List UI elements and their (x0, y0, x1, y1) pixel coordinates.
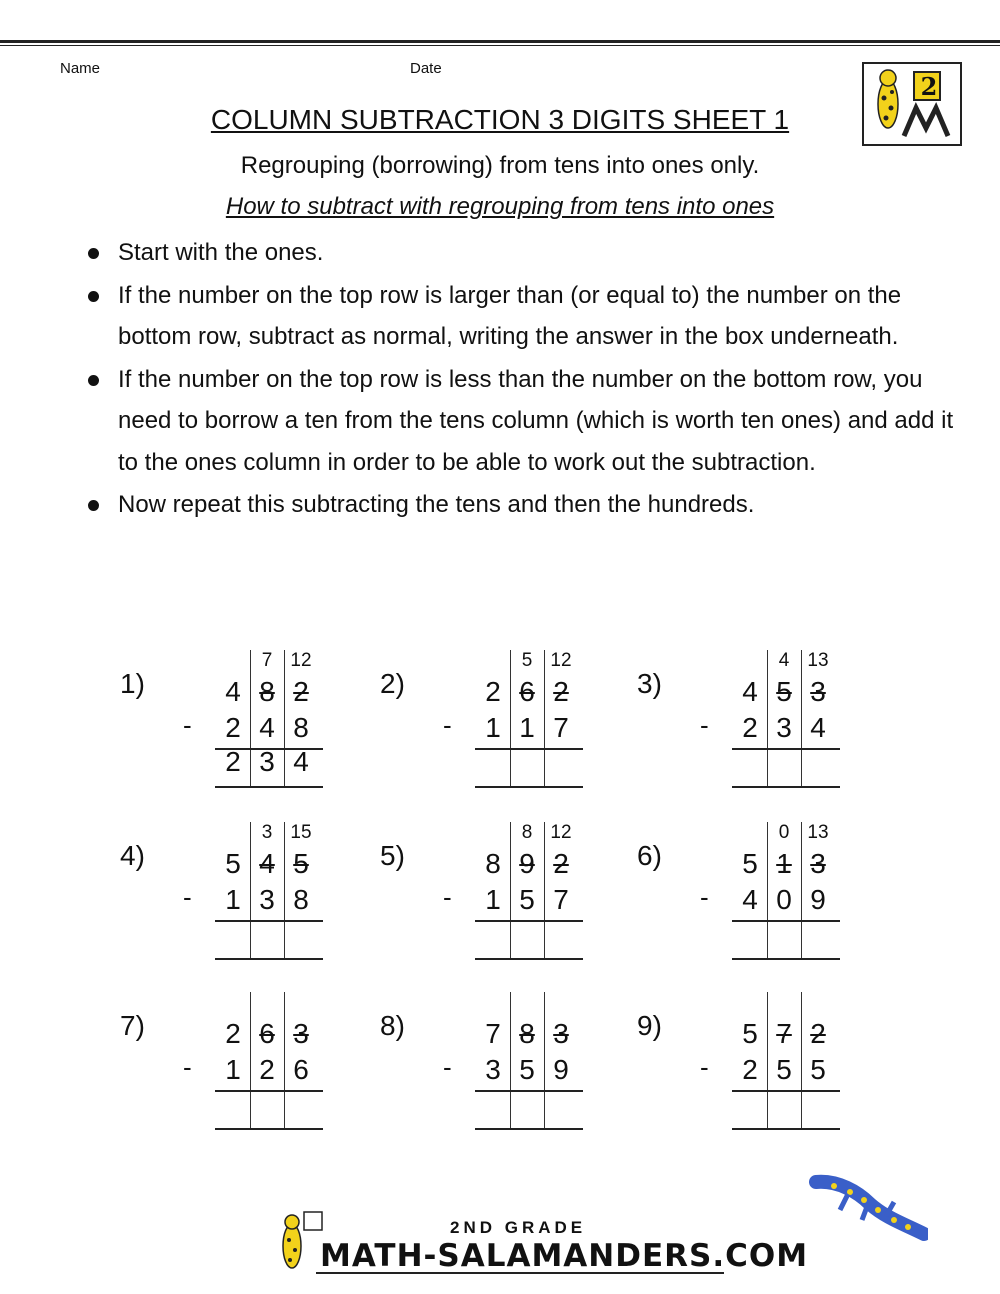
bottom-digit: 7 (553, 712, 569, 743)
bottom-digit: 4 (259, 712, 275, 743)
bullet-icon (88, 375, 99, 386)
borrow-digit: 13 (807, 822, 829, 843)
bottom-digit: 3 (776, 712, 792, 743)
footer-salamander-icon (272, 1210, 324, 1276)
top-digit: 5 (293, 848, 309, 879)
column-divider (250, 992, 251, 1128)
answer-box[interactable] (767, 920, 801, 958)
column-divider (510, 822, 511, 958)
top-digit: 5 (742, 848, 758, 879)
top-digit: 2 (553, 676, 569, 707)
column-divider (801, 822, 802, 958)
howto-link[interactable]: How to subtract with regrouping from tens into ones (225, 193, 775, 220)
answer-line (215, 748, 323, 750)
minus-sign: - (700, 882, 709, 912)
answer-box[interactable] (767, 1090, 801, 1128)
bottom-digit: 5 (810, 1054, 826, 1085)
borrow-digit: 12 (290, 650, 312, 671)
top-digit: 3 (293, 1018, 309, 1049)
bottom-line (732, 786, 840, 788)
problem-number: 6) (637, 840, 662, 871)
bottom-digit: 2 (225, 712, 241, 743)
answer-box[interactable] (284, 1090, 318, 1128)
answer-box[interactable] (801, 920, 835, 958)
column-divider (544, 650, 545, 786)
answer-box[interactable] (544, 920, 578, 958)
minus-sign: - (443, 1052, 452, 1082)
subtraction-problem (380, 992, 630, 1142)
answer-box[interactable] (510, 748, 544, 786)
answer-line (732, 1090, 840, 1092)
bottom-line (475, 1128, 583, 1130)
minus-sign: - (443, 710, 452, 740)
footer-grade-text: 2ND GRADE (450, 1218, 587, 1237)
top-digit: 3 (810, 848, 826, 879)
problem-number: 5) (380, 840, 405, 871)
page-title: COLUMN SUBTRACTION 3 DIGITS SHEET 1 (210, 104, 790, 135)
answer-line (475, 920, 583, 922)
borrow-digit: 8 (521, 822, 533, 843)
answer-box[interactable] (250, 1090, 284, 1128)
top-digit: 5 (225, 848, 241, 879)
column-divider (284, 822, 285, 958)
answer-box[interactable] (476, 920, 510, 958)
bottom-digit: 4 (742, 884, 758, 915)
column-divider (767, 822, 768, 958)
top-digit: 2 (485, 676, 501, 707)
answer-line (732, 748, 840, 750)
answer-box[interactable] (733, 1090, 767, 1128)
borrow-digit: 7 (261, 650, 273, 671)
top-digit: 5 (776, 676, 792, 707)
problem-number: 1) (120, 668, 145, 699)
minus-sign: - (183, 1052, 192, 1082)
bottom-digit: 8 (293, 712, 309, 743)
bottom-digit: 1 (485, 712, 501, 743)
bottom-digit: 9 (810, 884, 826, 915)
subtraction-problem (380, 650, 630, 800)
instruction-list (88, 232, 958, 527)
problem-number: 8) (380, 1010, 405, 1041)
answer-box[interactable] (284, 748, 318, 786)
answer-digit: 3 (259, 746, 275, 777)
borrow-digit: 5 (521, 650, 533, 671)
page-subtitle: Regrouping (borrowing) from tens into ones only. (240, 152, 760, 179)
problem-number: 3) (637, 668, 662, 699)
top-digit: 4 (225, 676, 241, 707)
bottom-digit: 9 (553, 1054, 569, 1085)
column-divider (801, 650, 802, 786)
instruction-item: Now repeat this subtracting the tens and then the hundreds. (88, 484, 958, 526)
top-digit: 6 (519, 676, 535, 707)
logo-grade-number: 2 (920, 72, 938, 101)
column-divider (767, 992, 768, 1128)
answer-box[interactable] (801, 748, 835, 786)
bottom-digit: 1 (519, 712, 535, 743)
answer-line (475, 748, 583, 750)
answer-box[interactable] (476, 748, 510, 786)
footer-underline (316, 1272, 724, 1274)
top-digit: 9 (519, 848, 535, 879)
blue-salamander-icon (808, 1172, 928, 1242)
top-digit: 2 (810, 1018, 826, 1049)
name-label: Name (60, 60, 101, 77)
bottom-digit: 0 (776, 884, 792, 915)
bottom-digit: 2 (742, 712, 758, 743)
column-divider (250, 650, 251, 786)
answer-line (732, 920, 840, 922)
answer-box[interactable] (544, 1090, 578, 1128)
bottom-digit: 5 (519, 884, 535, 915)
answer-line (475, 1090, 583, 1092)
answer-box[interactable] (250, 748, 284, 786)
answer-box[interactable] (284, 920, 318, 958)
bottom-digit: 4 (810, 712, 826, 743)
subtraction-problem (120, 822, 370, 972)
top-digit: 3 (810, 676, 826, 707)
top-digit: 6 (259, 1018, 275, 1049)
borrow-digit: 4 (778, 650, 790, 671)
top-digit: 4 (259, 848, 275, 879)
bottom-digit: 2 (259, 1054, 275, 1085)
answer-box[interactable] (216, 748, 250, 786)
answer-box[interactable] (733, 920, 767, 958)
column-divider (767, 650, 768, 786)
bottom-digit: 6 (293, 1054, 309, 1085)
answer-line (215, 920, 323, 922)
answer-box[interactable] (733, 748, 767, 786)
bottom-digit: 7 (553, 884, 569, 915)
bottom-line (215, 958, 323, 960)
top-digit: 2 (225, 1018, 241, 1049)
bottom-digit: 2 (742, 1054, 758, 1085)
bottom-digit: 1 (485, 884, 501, 915)
bottom-digit: 8 (293, 884, 309, 915)
borrow-digit: 0 (778, 822, 790, 843)
answer-digit: 2 (225, 746, 241, 777)
instruction-item: If the number on the top row is larger than (or equal to) the number on the bottom row, subtract as normal, writing the answer in the box underneath. (88, 275, 958, 358)
bottom-line (215, 786, 323, 788)
column-divider (801, 992, 802, 1128)
answer-box[interactable] (544, 748, 578, 786)
bullet-icon (88, 248, 99, 259)
answer-digit: 4 (293, 746, 309, 777)
answer-line (215, 1090, 323, 1092)
bottom-digit: 3 (259, 884, 275, 915)
problem-number: 7) (120, 1010, 145, 1041)
bullet-icon (88, 500, 99, 511)
bottom-line (215, 1128, 323, 1130)
column-divider (510, 650, 511, 786)
top-digit: 8 (519, 1018, 535, 1049)
top-digit: 8 (259, 676, 275, 707)
column-divider (284, 992, 285, 1128)
bottom-digit: 5 (776, 1054, 792, 1085)
bottom-line (732, 1128, 840, 1130)
borrow-digit: 12 (550, 650, 572, 671)
answer-box[interactable] (801, 1090, 835, 1128)
top-digit: 7 (776, 1018, 792, 1049)
minus-sign: - (700, 1052, 709, 1082)
minus-sign: - (700, 710, 709, 740)
instruction-item: If the number on the top row is less than the number on the bottom row, you need to borrow a ten from the tens column (which is worth ten ones) and add it to the ones column in order to be able to work out the subtraction. (88, 359, 958, 484)
bottom-digit: 5 (519, 1054, 535, 1085)
top-digit: 4 (742, 676, 758, 707)
column-divider (544, 992, 545, 1128)
borrow-digit: 12 (550, 822, 572, 843)
column-divider (250, 822, 251, 958)
answer-box[interactable] (250, 920, 284, 958)
borrow-digit: 3 (261, 822, 273, 843)
problem-number: 4) (120, 840, 145, 871)
top-digit: 2 (553, 848, 569, 879)
problem-number: 9) (637, 1010, 662, 1041)
answer-box[interactable] (510, 920, 544, 958)
subtraction-problem (637, 992, 887, 1142)
borrow-digit: 15 (290, 822, 312, 843)
minus-sign: - (443, 882, 452, 912)
date-label: Date (410, 60, 442, 77)
minus-sign: - (183, 710, 192, 740)
subtraction-problem (120, 992, 370, 1142)
top-rule (0, 40, 1000, 43)
bullet-icon (88, 291, 99, 302)
top-digit: 5 (742, 1018, 758, 1049)
subtraction-problem (637, 650, 887, 800)
subtraction-problem (120, 650, 370, 800)
bottom-line (475, 958, 583, 960)
borrow-digit: 13 (807, 650, 829, 671)
footer-site-text: MATH-SALAMANDERS.COM (320, 1238, 809, 1274)
problem-number: 2) (380, 668, 405, 699)
minus-sign: - (183, 882, 192, 912)
bottom-line (475, 786, 583, 788)
answer-box[interactable] (767, 748, 801, 786)
top-digit: 1 (776, 848, 792, 879)
answer-box[interactable] (510, 1090, 544, 1128)
top-digit: 8 (485, 848, 501, 879)
column-divider (544, 822, 545, 958)
top-digit: 7 (485, 1018, 501, 1049)
answer-box[interactable] (216, 920, 250, 958)
answer-box[interactable] (476, 1090, 510, 1128)
bottom-digit: 3 (485, 1054, 501, 1085)
top-digit: 2 (293, 676, 309, 707)
column-divider (284, 650, 285, 786)
subtraction-problem (637, 822, 887, 972)
answer-box[interactable] (216, 1090, 250, 1128)
top-rule-thin (0, 45, 1000, 46)
top-digit: 3 (553, 1018, 569, 1049)
bottom-digit: 1 (225, 1054, 241, 1085)
subtraction-problem (380, 822, 630, 972)
instruction-item: Start with the ones. (88, 232, 958, 274)
column-divider (510, 992, 511, 1128)
bottom-digit: 1 (225, 884, 241, 915)
bottom-line (732, 958, 840, 960)
